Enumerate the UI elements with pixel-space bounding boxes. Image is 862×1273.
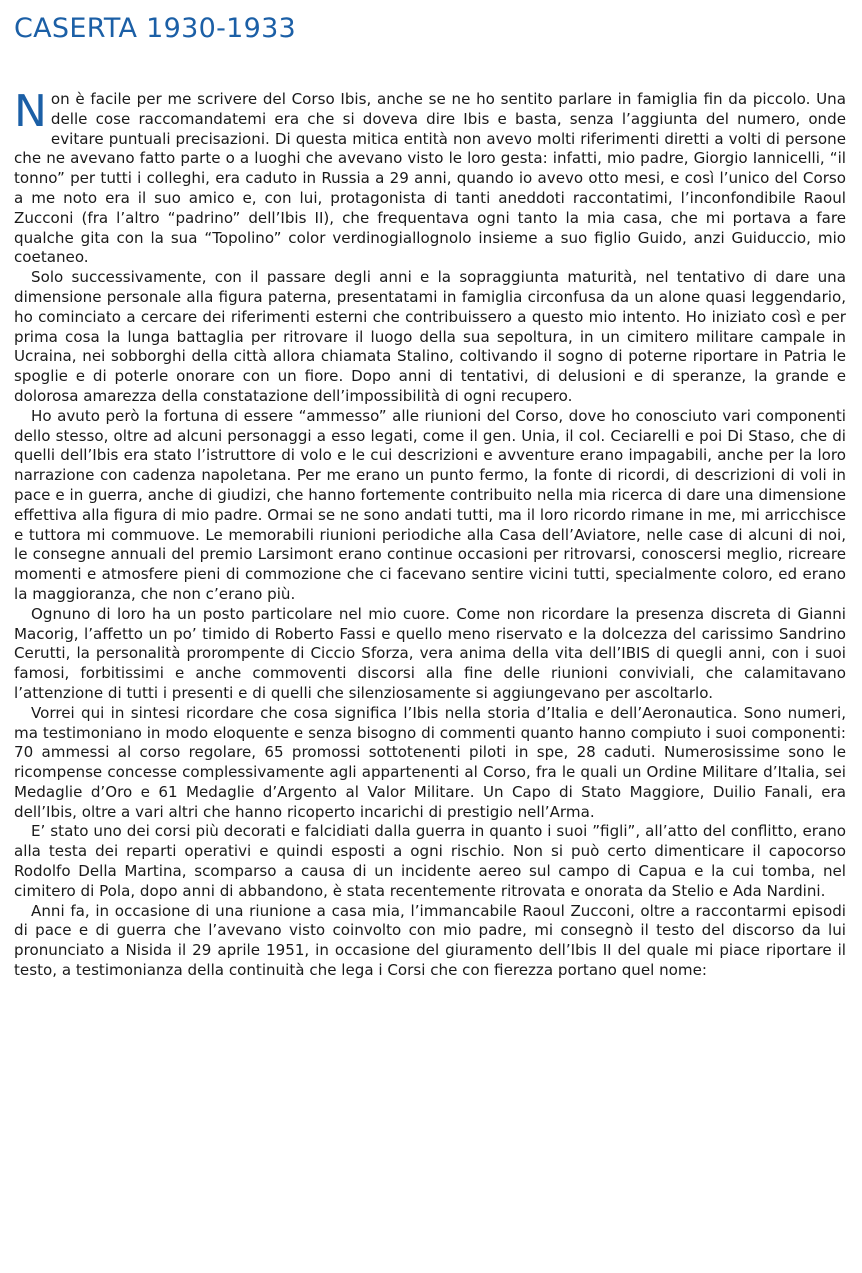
page-title: CASERTA 1930-1933 xyxy=(14,13,297,44)
paragraph-1-text: on è facile per me scrivere del Corso Ibis, anche se ne ho sentito parlare in famiglia fin da piccolo. Una delle cose raccomandatemi era che si doveva dire Ibis e basta, senza l’aggiunta del numero, onde evitare puntuali precisazioni. Di questa mitica entità non avevo molti riferimenti diretti a volti di persone che ne avevano fatto parte o a luoghi che avevano visto le loro gesta: infatti, mio padre, Giorgio Iannicelli, “il tonno” per tutti i colleghi, era caduto in Russia a 29 anni, quando io avevo otto mesi, e così l’unico del Corso a me noto era il suo amico e, con lui, protagonista di tanti aneddoti raccontatimi, l’inconfondibile Raoul Zucconi (fra l’altro “padrino” dell’Ibis II), che frequentava ogni tanto la mia casa, che mi portava a fare qualche gita con la sua “Topolino” color verdinogiallognolo insieme a suo figlio Guido, anzi Guiduccio, mio coetaneo. xyxy=(14,90,846,267)
paragraph-2: Solo successivamente, con il passare degli anni e la sopraggiunta maturità, nel tentativo di dare una dimensione personale alla figura paterna, presentatami in famiglia circonfusa da un alone quasi leggendario, ho cominciato a cercare dei riferimenti esterni che contribuissero a questo mio intento. Ho iniziato così e per prima cosa la lunga battaglia per ritrovare il luogo della sua sepoltura, in un cimitero militare campale in Ucraina, nei sobborghi della città allora chiamata Stalino, coltivando il sogno di poterne riportare in Patria le spoglie e di poterle onorare con un fiore. Dopo anni di tentativi, di delusioni e di speranze, la grande e dolorosa amarezza della constatazione dell’impossibilità di ogni recupero. xyxy=(14,268,846,405)
paragraph-1 xyxy=(14,86,846,268)
paragraph-5: Vorrei qui in sintesi ricordare che cosa significa l’Ibis nella storia d’Italia e dell’Aeronautica. Sono numeri, ma testimoniano in modo eloquente e senza bisogno di commenti quanto hanno compiuto i suoi componenti: 70 ammessi al corso regolare, 65 promossi sottotenenti piloti in spe, 28 caduti. Numerosissime sono le ricompense concesse complessivamente agli appartenenti al Corso, fra le quali un Ordine Militare d’Italia, sei Medaglie d’Oro e 61 Medaglie d’Argento al Valor Militare. Un Capo di Stato Maggiore, Duilio Fanali, era dell’Ibis, oltre a vari altri che hanno ricoperto incarichi di prestigio nell’Arma. xyxy=(14,703,846,821)
drop-cap: N xyxy=(14,86,47,137)
article-body xyxy=(14,86,846,981)
paragraph-4: Ognuno di loro ha un posto particolare nel mio cuore. Come non ricordare la presenza discreta di Gianni Macorig, l’affetto un po’ timido di Roberto Fassi e quello meno riservato e la dolcezza del carissimo Sandrino Cerutti, la personalità prorompente di Ciccio Sforza, vera anima della vita dell’IBIS di quegli anni, con i suoi famosi, forbitissimi e anche commoventi discorsi alla fine delle riunioni conviviali, che calamitavano l’attenzione di tutti i presenti e di quelli che silenziosamente si aggiungevano per ascoltarlo. xyxy=(14,604,846,702)
paragraph-6: E’ stato uno dei corsi più decorati e falcidiati dalla guerra in quanto i suoi ”figli”, all’atto del conflitto, erano alla testa dei reparti operativi e quindi esposti a ogni rischio. Non si può certo dimenticare il capocorso Rodolfo Della Martina, scomparso a causa di un incidente aereo sul campo di Capua e la cui tomba, nel cimitero di Pola, dopo anni di abbandono, è stata recentemente ritrovata e onorata da Stelio e Ada Nardini. xyxy=(14,822,846,900)
paragraph-3: Ho avuto però la fortuna di essere “ammesso” alle riunioni del Corso, dove ho conosciuto vari componenti dello stesso, oltre ad alcuni personaggi a esso legati, come il gen. Unia, il col. Ceciarelli e poi Di Staso, che di quelli dell’Ibis era stato l’istruttore di volo e le cui descrizioni e avventure erano impagabili, anche per la loro narrazione con cadenza napoletana. Per me erano un punto fermo, la fonte di ricordi, di descrizioni di voli in pace e in guerra, anche di giudizi, che hanno fortemente contribuito nella mia ricerca di dare una dimensione effettiva alla figura di mio padre. Ormai se ne sono andati tutti, ma il loro ricordo rimane in me, mi arricchisce e tuttora mi commuove. Le memorabili riunioni periodiche alla Casa dell’Aviatore, nelle case di alcuni di noi, le consegne annuali del premio Larsimont erano continue occasioni per ritrovarsi, conoscersi meglio, ricreare momenti e atmosfere pieni di commozione che ci facevano sentire vicini tutti, specialmente coloro, ed erano la maggioranza, che non c’erano più. xyxy=(14,406,846,603)
paragraph-7: Anni fa, in occasione di una riunione a casa mia, l’immancabile Raoul Zucconi, oltre a raccontarmi episodi di pace e di guerra che l’avevano visto coinvolto con mio padre, mi consegnò il testo del discorso da lui pronunciato a Nisida il 29 aprile 1951, in occasione del giuramento dell’Ibis II del quale mi piace riportare il testo, a testimonianza della continuità che lega i Corsi che con fierezza portano quel nome: xyxy=(14,901,846,980)
